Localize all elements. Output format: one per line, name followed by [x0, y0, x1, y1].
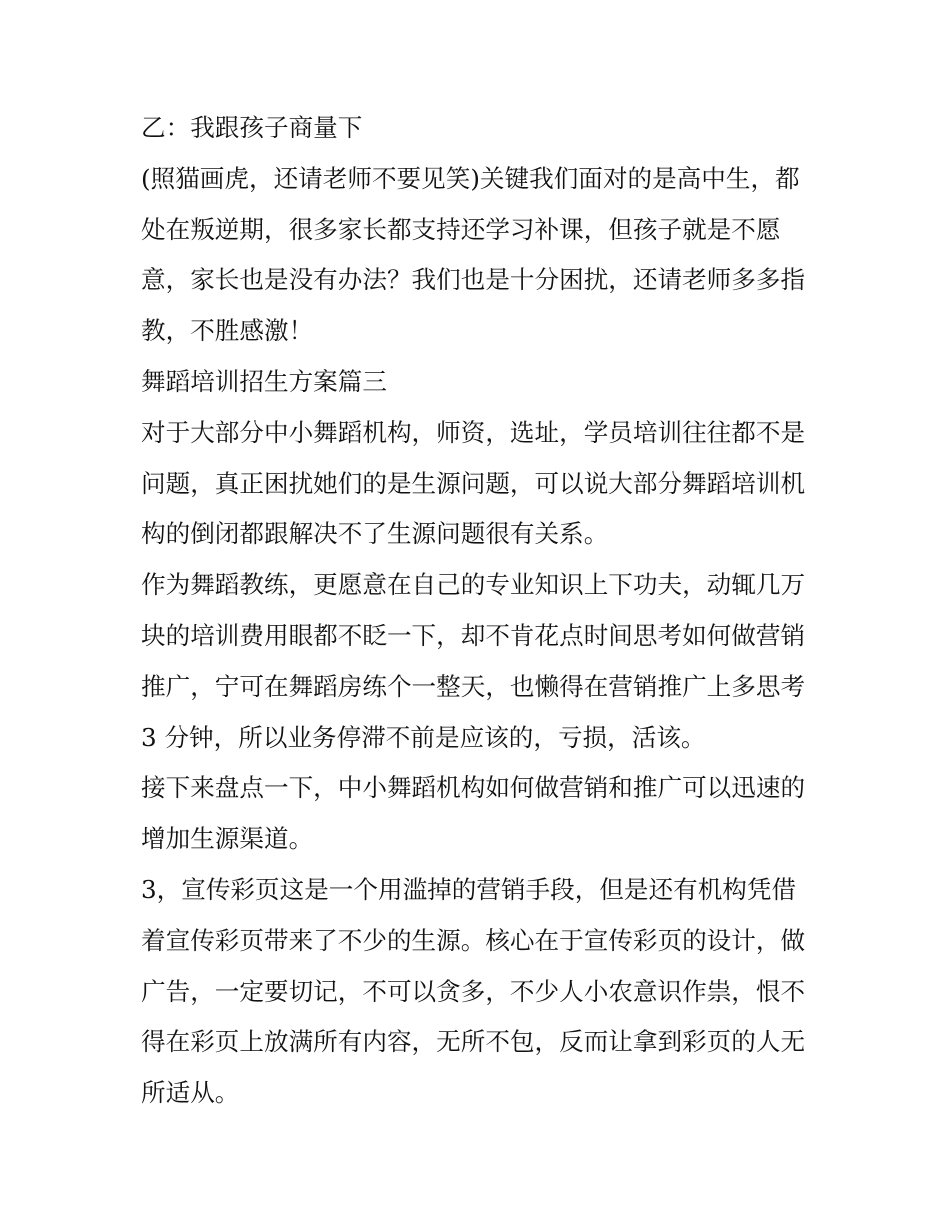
text-line: 对于大部分中小舞蹈机构，师资，选址，学员培训往往都不是 [141, 417, 806, 447]
text-line: 推广，宁可在舞蹈房练个一整天，也懒得在营销推广上多思考 [141, 671, 806, 701]
text-line: 3 分钟，所以业务停滞不前是应该的，亏损，活该。 [141, 722, 706, 752]
text-line: 教，不胜感激！ [141, 316, 314, 346]
text-line: (照猫画虎，还请老师不要见笑)关键我们面对的是高中生，都 [141, 163, 800, 193]
text-line: 作为舞蹈教练，更愿意在自己的专业知识上下功夫，动辄几万 [141, 570, 806, 600]
text-line: 广告，一定要切记，不可以贪多，不少人小农意识作祟，恨不 [141, 976, 806, 1006]
section-heading: 舞蹈培训招生方案篇三 [141, 366, 387, 396]
text-line: 接下来盘点一下，中小舞蹈机构如何做营销和推广可以迅速的 [141, 773, 806, 803]
text-line: 所适从。 [141, 1078, 240, 1108]
text-line: 构的倒闭都跟解决不了生源问题很有关系。 [141, 519, 609, 549]
text-line: 着宣传彩页带来了不少的生源。核心在于宣传彩页的设计，做 [141, 925, 806, 955]
text-line: 得在彩页上放满所有内容，无所不包，反而让拿到彩页的人无 [141, 1027, 806, 1057]
text-line: 处在叛逆期，很多家长都支持还学习补课，但孩子就是不愿 [141, 214, 781, 244]
text-line: 乙：我跟孩子商量下 [141, 113, 363, 142]
text-line: 意，家长也是没有办法？我们也是十分困扰，还请老师多多指 [141, 265, 806, 295]
text-line: 块的培训费用眼都不眨一下，却不肯花点时间思考如何做营销 [141, 620, 806, 650]
text-line: 问题，真正困扰她们的是生源问题，可以说大部分舞蹈培训机 [141, 468, 806, 498]
text-line: 增加生源渠道。 [141, 824, 314, 854]
document-body [141, 103, 831, 1119]
text-line: 3，宣传彩页这是一个用滥掉的营销手段，但是还有机构凭借 [141, 874, 797, 904]
